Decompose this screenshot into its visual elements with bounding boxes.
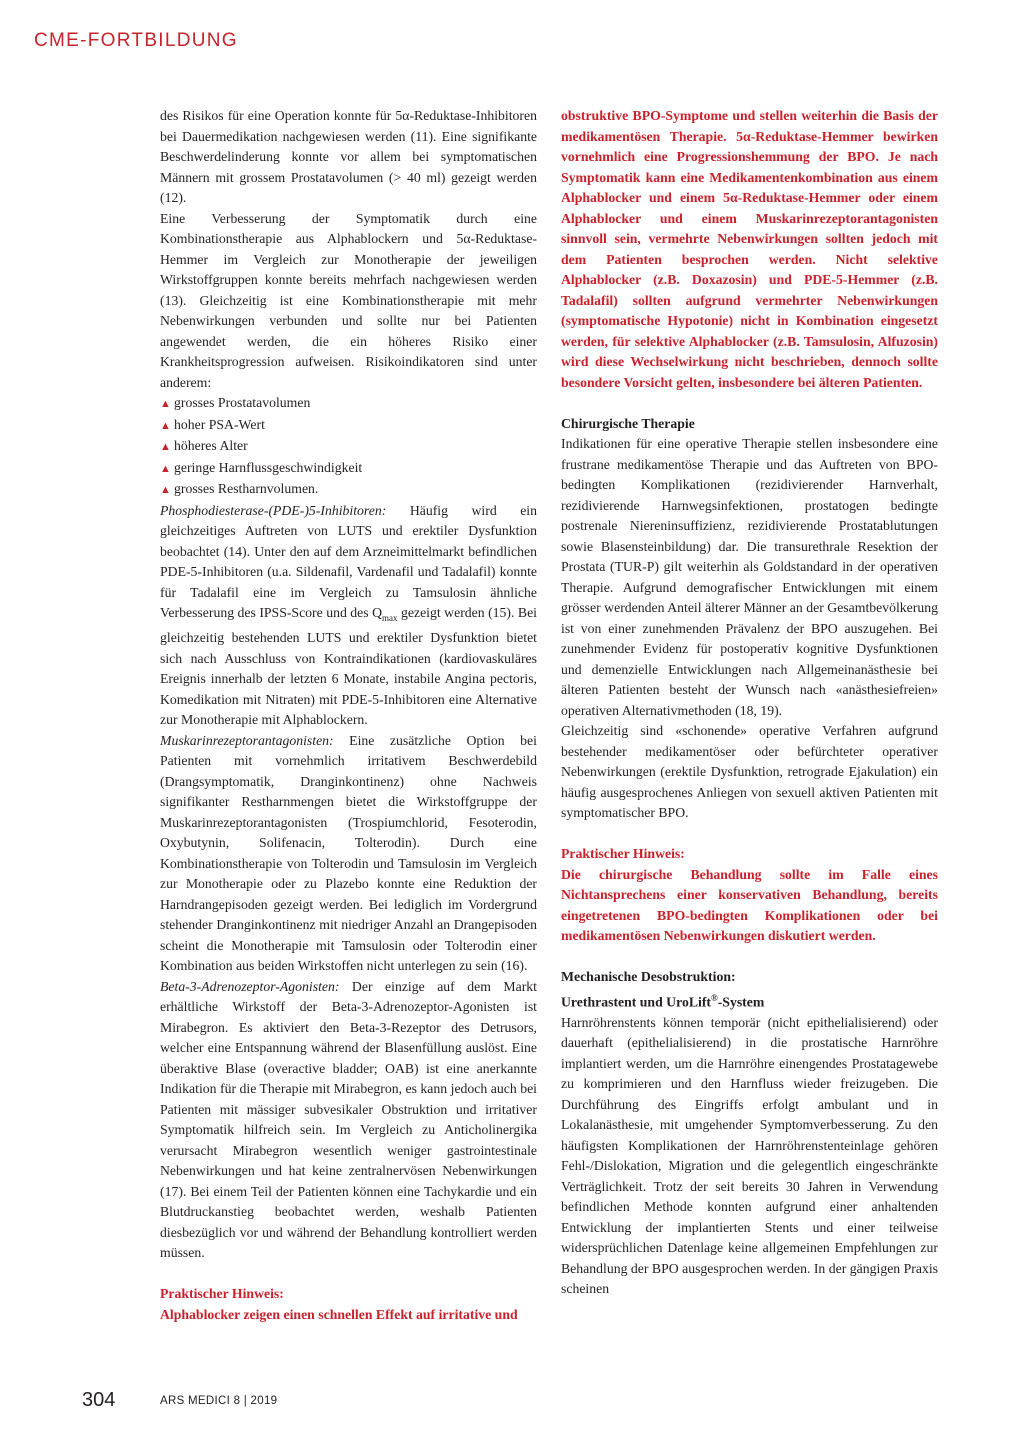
list-item bbox=[160, 393, 537, 415]
section-heading: Chirurgische Therapie bbox=[561, 415, 695, 431]
hint-text: Die chirurgische Behandlung sollte im Falle eines Nichtansprechens einer konservativen Behandlung, bereits eingetretenen BPO-bedingten Komplikationen oder bei medikamentösen Nebenwirkungen diskutiert werden. bbox=[561, 866, 938, 943]
paragraph: Gleichzeitig sind «schonende» operative Verfahren aufgrund bestehender medikamentöser oder befürchteter operativer Nebenwirkungen (erektile Dysfunktion, retrograde Ejakulation) ein häufig ausgesprochenes Anliegen von sexuell aktiven Patienten mit symptomatischer BPO. bbox=[561, 723, 938, 820]
paragraph: Eine Verbesserung der Symptomatik durch eine Kombinationstherapie aus Alphablockern und 5α-Reduktase-Hemmer im Vergleich zur Monotherapie der jeweiligen Wirkstoffgruppen konnte bereits mehrfach nachgewiesen werden (13). Gleichzeitig ist eine Kombinationstherapie mit mehr Nebenwirkungen verbunden und sollte nur bei Patienten angewendet werden, die ein höheres Risiko einer Krankheitsprogression aufweisen. Risikoindikatoren sind unter anderem: bbox=[160, 210, 537, 390]
paragraph-text: gezeigt werden (15). Bei gleichzeitig bestehenden LUTS und erektiler Dysfunktion bietet sich nach Ausschluss von Kontraindikationen (kardiovaskuläres Ereignis innerhalb der letzten 6 Monate, instabile Angina pectoris, Komedikation mit Nitraten) mit PDE-5-Inhibitoren eine Alternative zur Monotherapie mit Alphablockern. bbox=[160, 605, 537, 728]
spacer bbox=[561, 393, 938, 414]
paragraph: des Risikos für eine Operation konnte für 5α-Reduktase-Inhibitoren bei Dauermedikation nachgewiesen werden (11). Eine signifikante Beschwerdelinderung konnte vor allem bei symptomatischen Männern mit grossem Prostatavolumen (> 40 ml) gezeigt werden (12). bbox=[160, 108, 537, 205]
hint-text: Alphablocker zeigen einen schnellen Effekt auf irritative und bbox=[160, 1306, 518, 1322]
list-item-text: höheres Alter bbox=[174, 438, 248, 453]
paragraph bbox=[160, 731, 537, 977]
section-heading: Mechanische Desobstruktion: bbox=[561, 969, 736, 984]
list-item-text: geringe Harnflussgeschwindigkeit bbox=[174, 459, 363, 475]
spacer bbox=[160, 1264, 537, 1285]
red-triangle-bullet-icon: ▲ bbox=[160, 441, 171, 453]
spacer bbox=[561, 947, 938, 968]
paragraph: Indikationen für eine operative Therapie stellen insbesondere eine frustrane medikamentöse Therapie und das Auftreten von BPO-bedingten Komplikationen (rezidivierender Harnverhalt, rezidivierende Harnwegsinfektionen, prostatogen bedingte postrenale Niereninsuffizienz, rezidivierende Prostatablutungen sowie Blasensteinbildung) dar. Die transurethrale Resektion der Prostata (TUR-P) gilt weiterhin als Goldstandard in der operativen Therapie. Aufgrund demografischer Entwicklungen mit einem grösser werdenden Anteil älterer Männer an der Gesamtbevölkerung ist von einer zunehmenden Prävalenz der BPO auszugehen. Bei zunehmender Evidenz für postoperativ kognitive Dysfunktionen und demenzielle Entwicklungen nach Allgemeinanästhesie bei älteren Patienten besteht der Wunsch nach «anästhesiefreien» operativen Alternativmethoden (18, 19). bbox=[561, 436, 938, 718]
inline-heading: Muskarinrezeptorantagonisten: bbox=[160, 732, 334, 748]
spacer bbox=[561, 824, 938, 845]
subscript: max bbox=[382, 612, 398, 623]
section-header: CME-FORTBILDUNG bbox=[34, 30, 238, 51]
list-item-text: grosses Prostatavolumen bbox=[174, 395, 311, 410]
paragraph-text: Häufig wird ein gleichzeitiges Auftreten von LUTS und erektiler Dysfunktion beobachtet (14). Unter den auf dem Arzneimittelmarkt befindlichen PDE-5-Inhibitoren (u.a. Sildenafil, Vardenafil und Tadalafil) konnte für Tadalafil eine im Vergleich zu Tamsulosin ähnliche Verbesserung des IPSS-Score und des Q bbox=[160, 502, 537, 620]
paragraph-text: Eine zusätzliche Option bei Patienten mit vornehmlich irritativem Beschwerdebild (Drangsymptomatik, Dranginkontinenz) ohne Nachweis signifikanter Restharnmengen bietet die Wirkstoffgruppe der Muskarinrezeptorantagonisten (Trospiumchlorid, Fesoterodin, Oxybutynin, Solifenacin, Tolterodin). Durch eine Kombinationstherapie von Tolterodin und Tamsulosin im Vergleich zur Monotherapie oder zu Plazebo konnte eine Reduktion der Harndrangepisoden gezeigt werden. Bei lediglich im Vordergrund stehender Dranginkontinenz mit niedriger Anzahl an Drangepisoden scheint die Monotherapie mit Tamsulosin oder Tolterodin einer Kombination aus beiden Wirkstoffen nicht unterlegen zu sein (16). bbox=[160, 732, 537, 974]
hint-text: obstruktive BPO-Symptome und stellen weiterhin die Basis der medikamentösen Therapie. 5α-Reduktase-Hemmer bewirken vornehmlich eine Progressionshemmung der BPO. Je nach Symptomatik kann eine Medikamentenkombination aus einem Alphablocker und einem 5α-Reduktase-Hemmer oder einem Alphablocker und einem Muskarinrezeptorantagonisten sinnvoll sein, vermehrte Nebenwirkungen sollten jedoch mit dem Patienten besprochen werden. Nicht selektive Alphablocker (z.B. Doxazosin) und PDE-5-Hemmer (z.B. Tadalafil) sollten aufgrund vermehrter Nebenwirkungen (symptomatische Hypotonie) nicht in Kombination eingesetzt werden, für selektive Alphablocker (z.B. Tamsulosin, Alfuzosin) wird diese Wechselwirkung nicht beschrieben, dennoch sollte besondere Vorsicht gelten, insbesondere bei älteren Patienten. bbox=[561, 108, 938, 390]
paragraph bbox=[160, 501, 537, 731]
inline-heading: Phosphodiesterase-(PDE-)5-Inhibitoren: bbox=[160, 502, 387, 518]
list-item bbox=[160, 458, 537, 480]
journal-citation: ARS MEDICI 8 | 2019 bbox=[160, 1395, 278, 1407]
list-item bbox=[160, 436, 537, 458]
hint-title: Praktischer Hinweis: bbox=[160, 1286, 284, 1302]
left-column bbox=[160, 106, 537, 1325]
subheading-text: Urethrastent und UroLift bbox=[561, 994, 711, 1010]
list-item-text: grosses Restharnvolumen. bbox=[174, 481, 319, 496]
page-number: 304 bbox=[82, 1389, 116, 1411]
red-triangle-bullet-icon: ▲ bbox=[160, 398, 171, 410]
registered-mark: ® bbox=[710, 992, 718, 1003]
section-subheading bbox=[561, 988, 938, 1013]
list-item bbox=[160, 479, 537, 501]
red-triangle-bullet-icon: ▲ bbox=[160, 419, 171, 432]
list-item bbox=[160, 415, 537, 437]
paragraph bbox=[160, 977, 537, 1264]
inline-heading: Beta-3-Adrenozeptor-Agonisten: bbox=[160, 978, 340, 994]
subheading-text: -System bbox=[717, 994, 765, 1010]
paragraph-text: Der einzige auf dem Markt erhältliche Wirkstoff der Beta-3-Adrenozeptor-Agonisten ist Mirabegron. Es aktiviert den Beta-3-Rezeptor des Detrusors, welcher eine Entspannung während der Blasenfüllung auslöst. Eine überaktive Blase (overactive bladder; OAB) ist eine anerkannte Indikation für die Therapie mit Mirabegron, es kann jedoch auch bei Patienten mit mässiger subvesikaler Obstruktion und irritativer Symptomatik hilfreich sein. Im Vergleich zu Anticholinergika verursacht Mirabegron wesentlich weniger gastrointestinale Nebenwirkungen und hat keine zentralnervösen Nebenwirkungen (17). Bei einem Teil der Patienten können eine Tachykardie und ein Blutdruckanstieg beobachtet werden, weshalb Patienten diesbezüglich vor und während der Behandlung kontrolliert werden müssen. bbox=[160, 978, 537, 1261]
right-column bbox=[561, 106, 938, 1300]
red-triangle-bullet-icon: ▲ bbox=[160, 462, 171, 475]
red-triangle-bullet-icon: ▲ bbox=[160, 484, 171, 496]
hint-title: Praktischer Hinweis: bbox=[561, 846, 685, 861]
list-item-text: hoher PSA-Wert bbox=[174, 416, 265, 432]
paragraph: Harnröhrenstents können temporär (nicht epithelialisierend) oder dauerhaft (epithelialisierend) in die prostatische Harnröhre implantiert werden, um die Harnröhre einengendes Prostatagewebe zu komprimieren und den Harnfluss wieder freizugeben. Die Durchführung des Eingriffs erfolgt ambulant und in Lokalanästhesie, mit umgehender Symptomverbesserung. Zu den häufigsten Komplikationen der Harnröhrenstenteinlage gehören Fehl-/Dislokation, Migration und die gelegentlich eingeschränkte Verträglichkeit. Trotz der seit bereits 30 Jahren in Verwendung befindlichen Methode konnten aufgrund einer anhaltenden Entwicklung der implantierten Stents und einer teilweise widersprüchlichen Datenlage keine allgemeinen Empfehlungen zur Behandlung der BPO ausgesprochen werden. In der gängigen Praxis scheinen bbox=[561, 1014, 938, 1297]
